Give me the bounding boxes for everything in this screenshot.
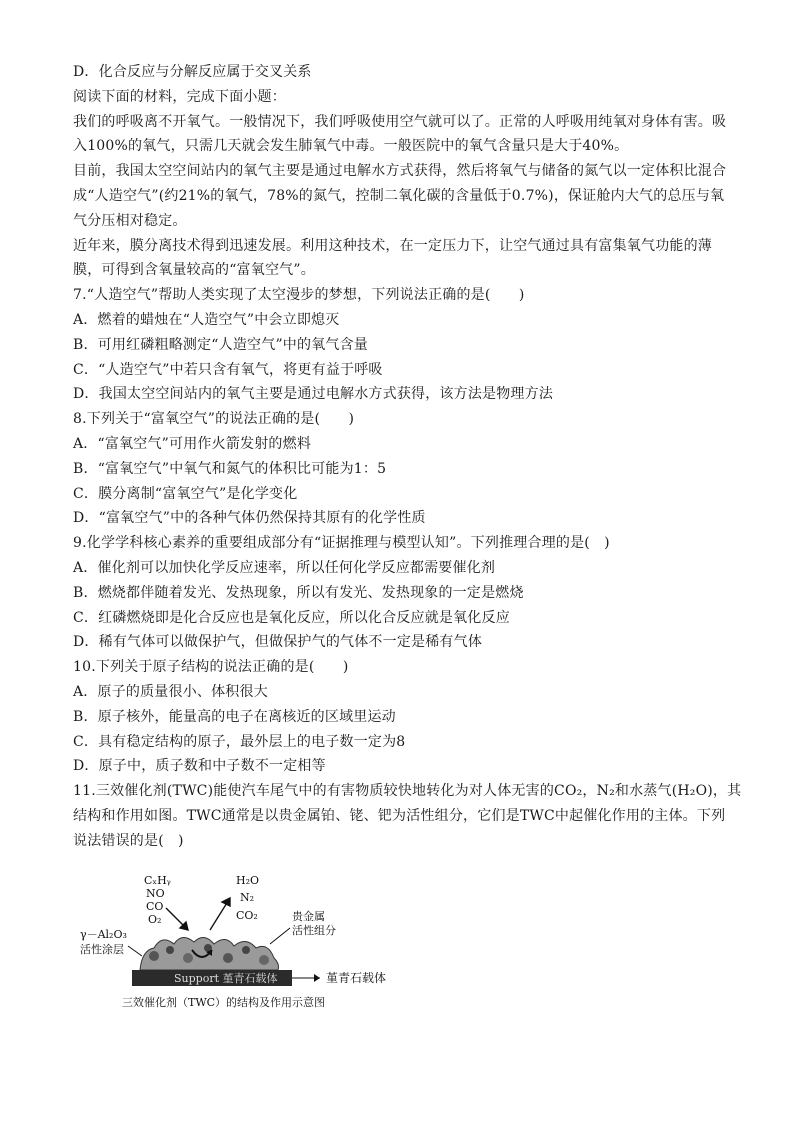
q7-option-b: B．可用红磷粗略测定“人造空气”中的氧气含量 (73, 336, 369, 353)
q9-option-a: A．催化剂可以加快化学反应速率，所以任何化学反应都需要催化剂 (73, 559, 496, 576)
support-label: 堇青石载体 (326, 971, 387, 985)
reactant-label: O₂ (148, 913, 162, 926)
q7-option-a: A．燃着的蜡烛在“人造空气”中会立即熄灭 (73, 311, 340, 328)
q9-stem: 9.化学学科核心素养的重要组成部分有“证据推理与模型认知”。下列推理合理的是( ) (73, 535, 610, 552)
q8-option-c: C．膜分离制“富氧空气”是化学变化 (73, 485, 298, 502)
reactant-label: NO (146, 887, 165, 900)
twc-diagram-svg (70, 868, 400, 1018)
product-label: H₂O (236, 874, 260, 887)
q7-option-c: C．“人造空气”中若只含有氧气，将更有益于呼吸 (73, 361, 383, 378)
coating-label: 活性涂层 (80, 943, 124, 956)
text-body (73, 60, 742, 854)
q8-option-a: A．“富氧空气”可用作火箭发射的燃料 (73, 435, 312, 452)
q7-option-d: D．我国太空空间站内的氧气主要是通过电解水方式获得，该方法是物理方法 (73, 386, 554, 403)
coating-pointer (128, 946, 142, 956)
q10-option-a: A．原子的质量很小、体积很大 (73, 683, 268, 700)
q7-stem: 7.“人造空气”帮助人类实现了太空漫步的梦想，下列说法正确的是( ) (73, 287, 525, 304)
q8-option-b: B．“富氧空气”中氧气和氮气的体积比可能为1：5 (73, 460, 387, 477)
q11-stem-line1: 11.三效催化剂(TWC)能使汽车尾气中的有害物质较快地转化为对人体无害的CO₂，N₂和水蒸气(H₂O)，其 (73, 783, 742, 800)
reading-p3-line2: 膜，可得到含氧量较高的“富氧空气”。 (73, 262, 315, 279)
q11-stem-line3: 说法错误的是( ) (73, 832, 184, 849)
metal-particle (259, 955, 269, 965)
metal-particle (242, 946, 250, 954)
q9-option-b: B．燃烧都伴随着发光、发热现象，所以有发光、发热现象的一定是燃烧 (73, 584, 524, 601)
reading-p2-line3: 气分压相对稳定。 (73, 212, 187, 229)
reading-p2-line1: 目前，我国太空空间站内的氧气主要是通过电解水方式获得，然后将氧气与储备的氮气以一定体积比混合 (73, 163, 727, 180)
reading-intro: 阅读下面的材料，完成下面小题： (73, 88, 286, 105)
q10-option-c: C．具有稳定结构的原子，最外层上的电子数一定为8 (73, 733, 406, 750)
product-label: CO₂ (236, 909, 258, 922)
coating-label: γ－Al₂O₃ (80, 928, 127, 941)
reactant-label: CₓHᵧ (144, 874, 171, 887)
support-arrowhead (314, 974, 320, 982)
q8-stem: 8.下列关于“富氧空气”的说法正确的是( ) (73, 411, 355, 428)
metal-particle (223, 953, 233, 963)
q10-option-d: D．原子中，质子数和中子数不一定相等 (73, 758, 326, 775)
reading-p3-line1: 近年来，膜分离技术得到迅速发展。利用这种技术，在一定压力下，让空气通过具有富集氧气功能的薄 (73, 237, 712, 254)
support-bar-label: Support 堇青石载体 (174, 972, 278, 985)
q9-option-c: C．红磷燃烧即是化合反应也是氧化反应，所以化合反应就是氧化反应 (73, 609, 510, 626)
reading-p1-line1: 我们的呼吸离不开氧气。一般情况下，我们呼吸使用空气就可以了。正常的人呼吸用纯氧对身体有害。吸 (73, 113, 727, 130)
precious-metal-label: 活性组分 (292, 924, 336, 937)
q10-stem: 10.下列关于原子结构的说法正确的是( ) (73, 659, 349, 676)
figure-caption: 三效催化剂（TWC）的结构及作用示意图 (122, 996, 326, 1009)
flow-arrows (166, 898, 230, 930)
precious-metal-pointer (270, 928, 290, 944)
reading-p2-line2: 成“人造空气”(约21%的氧气，78%的氮气，控制二氧化碳的含量低于0.7%)，保证舱内大气的总压与氧 (73, 187, 725, 204)
twc-diagram (70, 868, 400, 1018)
reactant-label: CO (146, 900, 164, 913)
q9-option-d: D．稀有气体可以做保护气，但做保护气的气体不一定是稀有气体 (73, 634, 483, 651)
product-label: N₂ (240, 891, 255, 904)
q10-option-b: B．原子核外，能量高的电子在离核近的区域里运动 (73, 708, 396, 725)
reading-p1-line2: 入100%的氧气，只需几天就会发生肺氧气中毒。一般医院中的氧气含量只是大于40%。 (73, 138, 629, 155)
precious-metal-label: 贵金属 (292, 910, 325, 923)
q8-option-d: D．“富氧空气”中的各种气体仍然保持其原有的化学性质 (73, 510, 426, 527)
active-coating-layer (140, 937, 279, 970)
metal-particle (166, 946, 174, 954)
metal-particle (183, 953, 193, 963)
q11-stem-line2: 结构和作用如图。TWC通常是以贵金属铂、铑、钯为活性组分，它们是TWC中起催化作用的主体。下列 (73, 807, 726, 824)
metal-particle (149, 951, 159, 961)
q6-option-d: D．化合反应与分解反应属于交叉关系 (73, 64, 312, 80)
